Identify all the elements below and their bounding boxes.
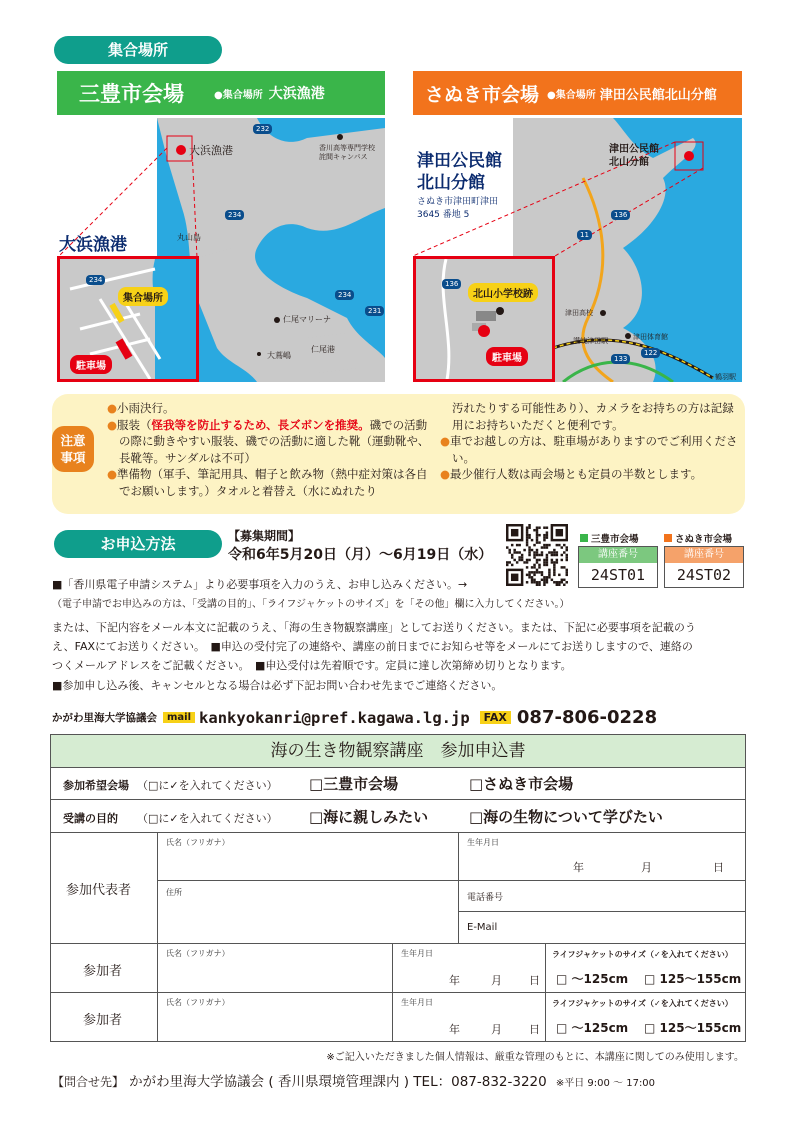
road-231: 231 <box>365 306 384 316</box>
participant-label-cell <box>50 992 158 1042</box>
field-label: E-Mail <box>467 922 498 933</box>
notes-badge <box>52 426 94 472</box>
qr-code[interactable] <box>506 524 568 586</box>
period: 令和6年5月20日（月）～6月19日（水） <box>228 547 493 563</box>
inset-school-label: 北山小学校跡 <box>468 283 538 302</box>
form-title-row: 海の生き物観察講座 参加申込書 <box>50 734 746 768</box>
rep-name-field[interactable] <box>157 832 459 881</box>
meeting-place: 大浜漁港 <box>268 86 325 102</box>
field-label: 生年月日 <box>467 838 499 847</box>
venue-name: さぬき市会場 <box>425 83 540 106</box>
rep-email-field[interactable] <box>458 911 746 944</box>
road-234: 234 <box>225 210 244 220</box>
rep-label-cell <box>50 832 158 944</box>
section-title-apply: お申込方法 <box>54 530 222 558</box>
place-tsuda-hs: 津田高校 <box>565 309 593 317</box>
month-label: 月 <box>491 974 502 987</box>
road-136: 136 <box>611 210 630 220</box>
code-label: 講座番号 <box>579 547 657 563</box>
lj-label: ライフジャケットのサイズ（✓を入れてください） <box>552 950 733 959</box>
participant-lifejacket-field <box>545 992 746 1042</box>
road-133: 133 <box>611 354 630 364</box>
field-label: 生年月日 <box>401 998 433 1007</box>
map-marker-label: 大浜漁港 <box>189 144 233 157</box>
road-234b: 234 <box>335 290 354 300</box>
inset-map-ohama <box>57 256 199 382</box>
participant-name-field[interactable] <box>157 992 393 1042</box>
code-right-box <box>664 546 744 588</box>
venue-header-mitoyo <box>57 71 385 115</box>
note-item: ●車でお越しの方は、駐車場がありますのでご利用ください。 <box>440 434 738 465</box>
field-label: 住所 <box>166 888 182 897</box>
mail-address[interactable]: kankyokanri@pref.kagawa.lg.jp <box>199 708 470 727</box>
big-title-1: 津田公民館 <box>417 151 502 171</box>
notes-right <box>440 400 740 483</box>
field-label: 電話番号 <box>467 893 504 903</box>
rep-label: 参加代表者 <box>66 883 132 898</box>
place-sanuki-tsuda-st: 讃岐津田駅 <box>573 337 608 345</box>
inset-road: 234 <box>86 275 105 285</box>
fax-number: 087-806-0228 <box>516 707 658 728</box>
road-122: 122 <box>641 348 660 358</box>
day-label: 日 <box>529 974 540 987</box>
purpose-row-label: 受講の目的 <box>63 812 118 825</box>
purpose-checkbox-1[interactable]: □海に親しみたい <box>309 808 429 826</box>
day-label: 日 <box>713 861 724 874</box>
lj-checkbox-small[interactable]: □ ～125cm <box>556 1021 629 1035</box>
rep-birth-field[interactable] <box>458 832 746 881</box>
inset-parking-label: 駐車場 <box>70 355 112 374</box>
field-label: 氏名（フリガナ） <box>166 838 230 847</box>
field-label: 生年月日 <box>401 949 433 958</box>
inset-meeting-label: 集合場所 <box>118 287 168 306</box>
code-left-title: 三豊市会場 <box>580 531 639 545</box>
map-kitayama <box>413 118 742 382</box>
venue-name: 三豊市会場 <box>79 82 184 106</box>
contact-label: 【問合せ先】 <box>52 1075 125 1089</box>
venue-row-hint: （□に✓を入れてください） <box>137 779 278 792</box>
apply-line-4: え、FAXにてお送りください。 ■申込の受付完了の連絡や、講座の前日までにお知らせ等をメールにてお送りしますので、連絡の <box>52 640 693 653</box>
purpose-checkbox-2[interactable]: □海の生物について学びたい <box>469 808 663 826</box>
place-maruyama: 丸山島 <box>177 233 201 242</box>
place-tsuruwa-st: 鶴羽駅 <box>715 373 736 381</box>
apply-line-6: ■参加申し込み後、キャンセルとなる場合は必ず下記お問い合わせ先までご連絡ください。 <box>52 679 503 692</box>
road-232: 232 <box>253 124 272 134</box>
marker-label-1: 津田公民館 <box>609 144 659 155</box>
venue-row <box>50 767 746 800</box>
apply-line-5: つくメールアドレスをご記載ください。 ■申込受付は先着順です。定員に達し次第締め切りとなります。 <box>52 659 572 672</box>
org-name: かがわ里海大学協議会 <box>52 712 157 724</box>
participant-label: 参加者 <box>83 964 123 979</box>
inset-parking-label: 駐車場 <box>486 347 528 366</box>
participant-lifejacket-field <box>545 943 746 993</box>
note-item: ●服装（怪我等を防止するため、長ズボンを推奨。磯での活動の際に動きやすい服装、磯での活動に適した靴（運動靴や、長靴等。サンダルは不可） <box>107 417 430 465</box>
meeting-label: ●集合場所 <box>214 89 263 101</box>
big-title-2: 北山分館 <box>417 173 485 193</box>
year-label: 年 <box>449 1023 460 1036</box>
participant-label: 参加者 <box>83 1013 123 1028</box>
place-nio-port: 仁尾港 <box>311 345 335 354</box>
code-right-title: さぬき市会場 <box>664 531 732 545</box>
place-nio-marina: 仁尾マリーナ <box>283 315 331 324</box>
purpose-row-hint: （□に✓を入れてください） <box>137 812 278 825</box>
address-2: 3645 番地 5 <box>417 210 470 220</box>
day-label: 日 <box>529 1023 540 1036</box>
lj-checkbox-large[interactable]: □ 125～155cm <box>644 1021 742 1035</box>
map-school-label: 香川高等専門学校 詫間キャンパス <box>319 144 375 161</box>
code-left-box <box>578 546 658 588</box>
code-label: 講座番号 <box>665 547 743 563</box>
inset-title: 大浜漁港 <box>59 235 127 255</box>
note-item: 汚れたりする可能性あり）、カメラをお持ちの方は記録用にお持ちいただくと便利です。 <box>452 401 734 432</box>
lj-label: ライフジャケットのサイズ（✓を入れてください） <box>552 999 733 1008</box>
map-ohama <box>57 118 385 382</box>
fax-tag: FAX <box>480 711 511 724</box>
month-label: 月 <box>491 1023 502 1036</box>
apply-line-2: （電子申請でお申込みの方は、「受講の目的」、「ライフジャケットのサイズ」を「その他」欄に入力してください。） <box>52 599 570 610</box>
meeting-place: 津田公民館北山分館 <box>599 87 717 103</box>
note-item: ●最少催行人数は両会場とも定員の半数とします。 <box>440 467 703 481</box>
venue-header-sanuki <box>413 71 742 115</box>
lj-checkbox-small[interactable]: □ ～125cm <box>556 972 629 986</box>
field-label: 氏名（フリガナ） <box>166 998 230 1007</box>
contact-hours: ※平日 9:00 ～ 17:00 <box>555 1078 656 1089</box>
contact-text: かがわ里海大学協議会 ( 香川県環境管理課内 ) TEL：087-832-3220 <box>129 1074 547 1090</box>
apply-line-3: または、下記内容をメール本文に記載のうえ、「海の生き物観察講座」としてお送りください。または、下記に必要事項を記載のう <box>52 621 696 634</box>
code-value: 24ST02 <box>676 566 732 584</box>
meeting-label: ●集合場所 <box>547 89 596 101</box>
period-label: 【募集期間】 <box>228 529 301 543</box>
notes-left <box>107 400 437 499</box>
application-form <box>50 734 746 1042</box>
mail-tag: mail <box>163 712 195 723</box>
venue-row-label: 参加希望会場 <box>63 779 129 792</box>
inset-map-svg <box>416 259 555 382</box>
participant-birth-field[interactable] <box>392 943 546 993</box>
inset-road: 136 <box>442 279 461 289</box>
place-otsuta: 大蔦嶋 <box>267 351 291 360</box>
note-item: ●準備物（軍手、筆記用具、帽子と飲み物（熱中症対策は各自でお願いします。）タオルと着替え（水にぬれたり <box>107 467 428 498</box>
notes-badge-line2: 事項 <box>60 450 86 465</box>
year-label: 年 <box>573 861 584 874</box>
privacy-note: ※ご記入いただきました個人情報は、厳重な管理のもとに、本講座に関してのみ使用します。 <box>326 1052 744 1063</box>
venue-checkbox-sanuki[interactable]: □さぬき市会場 <box>469 775 574 793</box>
contact-footer <box>52 1070 655 1090</box>
rep-phone-field[interactable] <box>458 880 746 912</box>
participant-label-cell <box>50 943 158 993</box>
road-11: 11 <box>577 230 592 240</box>
marker-label-2: 北山分館 <box>609 157 649 168</box>
contact-row <box>52 707 657 728</box>
year-label: 年 <box>449 974 460 987</box>
section-title-meeting: 集合場所 <box>54 36 222 64</box>
notes-box <box>52 394 745 514</box>
month-label: 月 <box>641 861 652 874</box>
address-1: さぬき市津田町津田 <box>417 197 499 207</box>
participant-name-field[interactable] <box>157 943 393 993</box>
participant-birth-field[interactable] <box>392 992 546 1042</box>
place-tsuda-gym: 津田体育館 <box>633 333 668 341</box>
note-item: ●小雨決行。 <box>107 401 175 415</box>
rep-address-field[interactable] <box>157 880 459 944</box>
apply-line-1: ■「香川県電子申請システム」より必要事項を入力のうえ、お申し込みください。→ <box>52 578 468 591</box>
inset-map-kitayama <box>413 256 555 382</box>
lj-checkbox-large[interactable]: □ 125～155cm <box>644 972 742 986</box>
code-value: 24ST01 <box>590 566 646 584</box>
purpose-row <box>50 799 746 833</box>
notes-badge-line1: 注意 <box>60 433 86 448</box>
venue-checkbox-mitoyo[interactable]: □三豊市会場 <box>309 775 399 793</box>
qr-code-svg <box>506 524 568 586</box>
field-label: 氏名（フリガナ） <box>166 949 230 958</box>
